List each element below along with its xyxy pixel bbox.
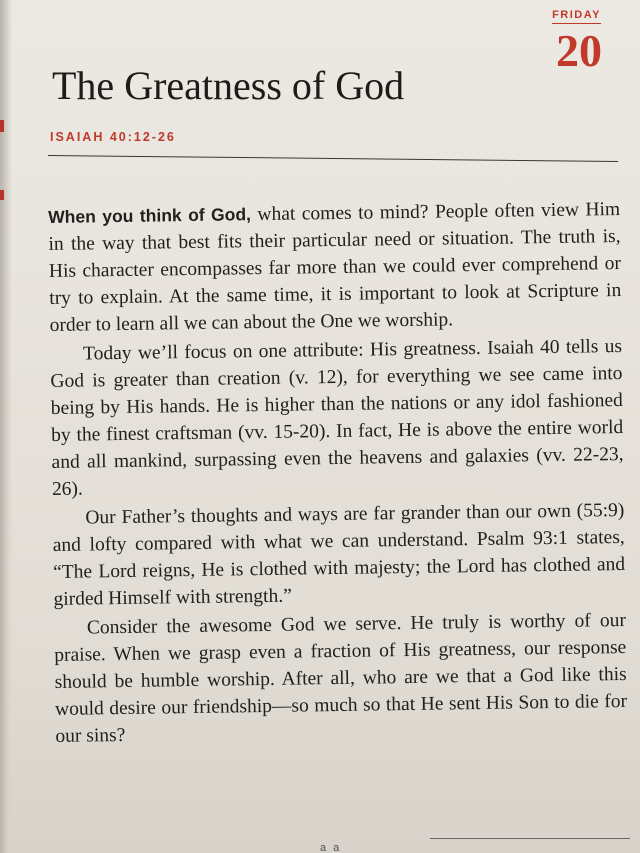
paragraph-4: Consider the awesome God we serve. He truly is worthy of our praise. When we grasp even a fraction of His greatness, our response should be humble worship. After all, who are we that a God like this would desire our friendship—so much so that He sent His Son to die for our sins? xyxy=(54,609,628,747)
paragraph-1 xyxy=(48,196,622,339)
title-divider xyxy=(48,155,618,162)
day-number: 20 xyxy=(556,25,602,76)
lead-in-text: When you think of God, xyxy=(48,204,252,227)
footer-fragment: a a xyxy=(320,842,342,853)
ribbon-mark xyxy=(0,120,4,132)
day-of-week-label: FRIDAY xyxy=(552,9,601,24)
footer-divider xyxy=(430,838,630,839)
paragraph-2: Today we’ll focus on one attribute: His greatness. Isaiah 40 tells us God is greater than creation (v. 12), for everything we see came into being by His hands. He is higher than the nations or any idol fashioned by the finest craftsman (vv. 15-20). In fact, He is above the entire world and all mankind, surpassing even the heavens and galaxies (vv. 22-23, 26). xyxy=(50,336,624,500)
paragraph-3: Our Father’s thoughts and ways are far grander than our own (55:9) and lofty compared with what we can understand. Psalm 93:1 states, “The Lord reigns, He is clothed with majesty; the Lord has clothed and girded Himself with strength.” xyxy=(52,499,626,610)
devotional-body xyxy=(48,196,628,752)
page-title: The Greatness of God xyxy=(52,63,405,108)
paragraph-text: what comes to mind? People often view Him in the way that best fits their particular need or situation. The truth is, His character encompasses far more than we could ever comprehend or try to explain. At the same time, it is important to look at Scripture in order to learn all we can about the One we worship. xyxy=(48,199,622,336)
scripture-reference: ISAIAH 40:12-26 xyxy=(50,130,176,144)
ribbon-mark xyxy=(0,190,4,200)
